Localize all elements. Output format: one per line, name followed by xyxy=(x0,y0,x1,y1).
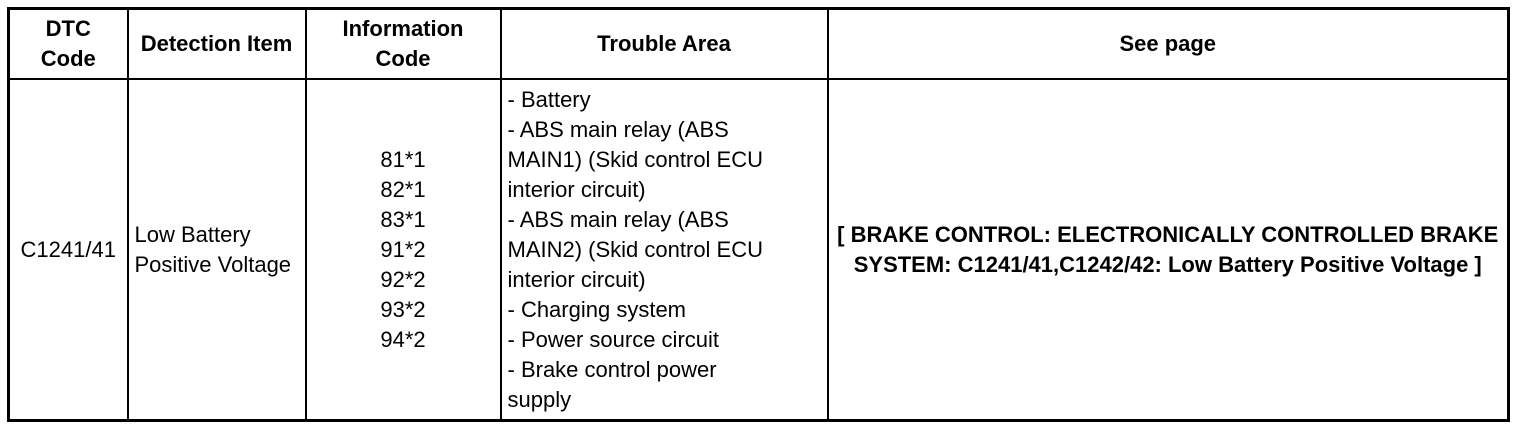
trouble-area-line: - ABS main relay (ABS xyxy=(507,206,729,232)
trouble-area-line: - Charging system xyxy=(507,296,687,322)
header-see-page: See page xyxy=(828,9,1509,80)
header-information-code-line: Code xyxy=(375,46,431,71)
header-row xyxy=(9,9,1509,80)
table-header xyxy=(9,9,1509,80)
table-row xyxy=(9,79,1509,421)
dtc-table xyxy=(7,7,1510,422)
trouble-area-line: - Battery xyxy=(507,86,591,112)
information-code: 94*2 xyxy=(380,326,426,352)
header-information-code xyxy=(306,9,501,80)
header-dtc-code-line: Code xyxy=(40,46,96,71)
information-code: 82*1 xyxy=(380,176,426,202)
information-code: 92*2 xyxy=(380,266,426,292)
trouble-area-line: supply xyxy=(507,386,572,412)
detection-item-line: Positive Voltage xyxy=(134,251,292,277)
header-information-code-line: Information xyxy=(342,16,464,41)
trouble-area-line: MAIN1) (Skid control ECU xyxy=(507,146,764,172)
cell-detection-item xyxy=(128,79,306,421)
trouble-area-line: interior circuit) xyxy=(507,266,646,292)
trouble-area-line: MAIN2) (Skid control ECU xyxy=(507,236,764,262)
trouble-area-line: - ABS main relay (ABS xyxy=(507,116,729,142)
trouble-area-line: - Power source circuit xyxy=(507,326,720,352)
see-page-reference[interactable]: [ BRAKE CONTROL: ELECTRONICALLY CONTROLLED BRAKE SYSTEM: C1241/41,C1242/42: Low Battery Positive Voltage ] xyxy=(837,221,1499,277)
header-trouble-area: Trouble Area xyxy=(501,9,828,80)
information-code: 83*1 xyxy=(380,206,426,232)
header-dtc-code xyxy=(9,9,128,80)
information-code: 93*2 xyxy=(380,296,426,322)
information-code: 91*2 xyxy=(380,236,426,262)
information-code: 81*1 xyxy=(380,146,426,172)
trouble-area-line: interior circuit) xyxy=(507,176,646,202)
header-detection-item: Detection Item xyxy=(128,9,306,80)
cell-dtc-code: C1241/41 xyxy=(9,79,128,421)
cell-see-page-link[interactable] xyxy=(828,79,1509,421)
cell-trouble-area xyxy=(501,79,828,421)
detection-item-line: Low Battery xyxy=(134,221,251,247)
table-body xyxy=(9,79,1509,421)
trouble-area-line: - Brake control power xyxy=(507,356,717,382)
header-dtc-code-line: DTC xyxy=(45,16,91,41)
cell-information-codes xyxy=(306,79,501,421)
